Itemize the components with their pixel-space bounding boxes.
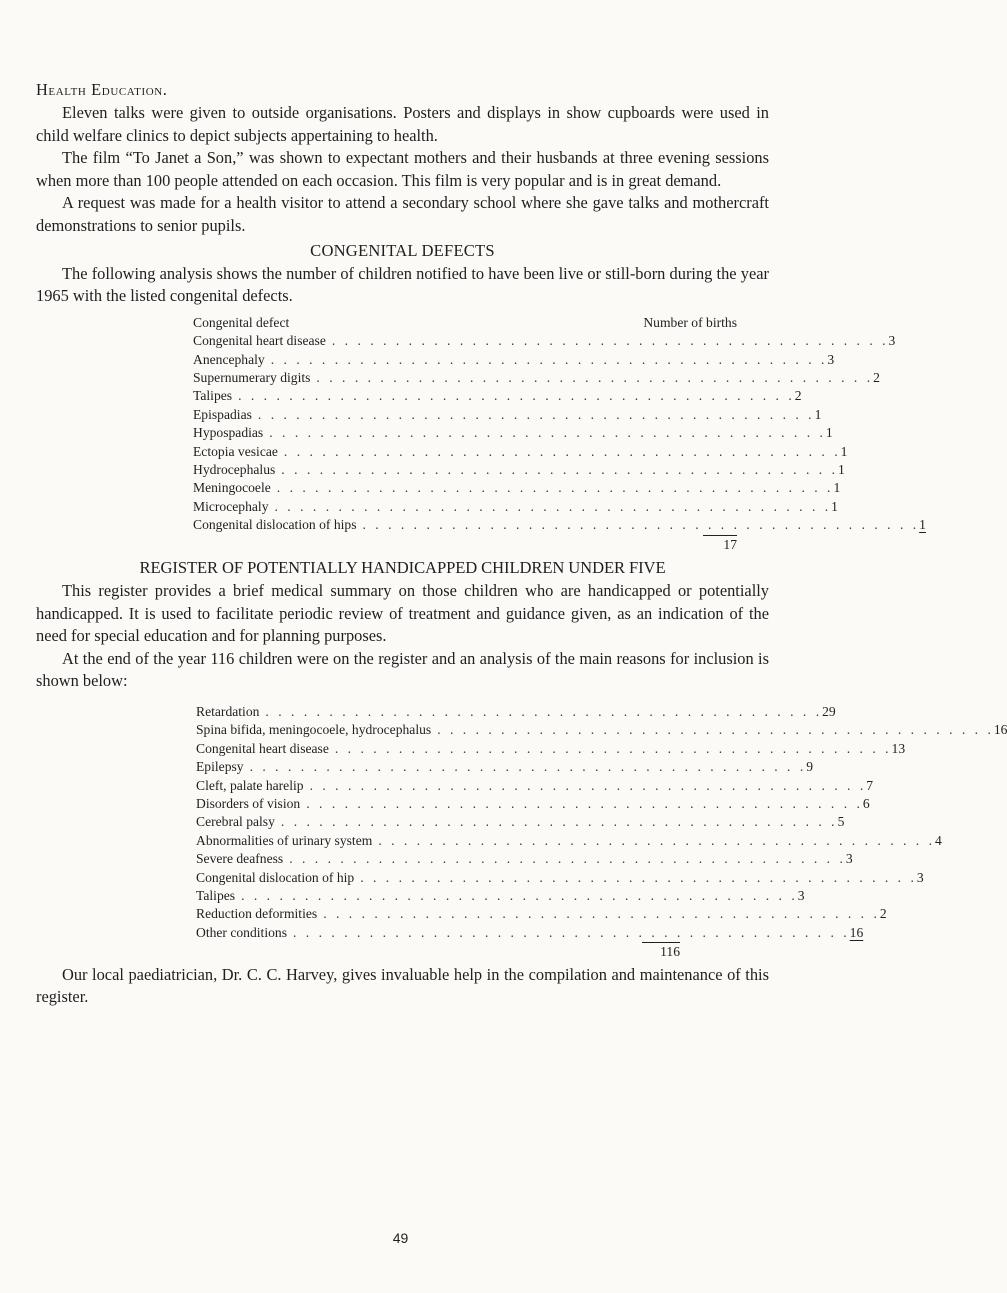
table-row (196, 850, 853, 868)
row-value: 7 (866, 777, 874, 793)
row-label: Disorders of vision (196, 796, 301, 812)
row-label: Spina bifida, meningocoele, hydrocephalus (196, 722, 432, 738)
congenital-defects-total: 17 (703, 535, 737, 554)
leader-dots: . . . . . . . . . . . . . . . . . . . . . . . . . . . . . . . . . . . . . . . . . . . . (257, 406, 815, 422)
table-row (196, 758, 814, 776)
row-value: 3 (916, 869, 924, 885)
row-value: 1 (837, 462, 845, 477)
leader-dots: . . . . . . . . . . . . . . . . . . . . . . . . . . . . . . . . . . . . . . . . . . . . (241, 888, 798, 904)
row-label: Hydrocephalus (193, 462, 276, 477)
congenital-defects-intro: The following analysis shows the number of children notified to have been live or still-born during the year 1965 with the listed congenital defects. (36, 263, 769, 306)
row-label: Talipes (196, 888, 236, 904)
table-row (196, 740, 906, 758)
row-value: 16 (993, 722, 1007, 738)
leader-dots: . . . . . . . . . . . . . . . . . . . . . . . . . . . . . . . . . . . . . . . . . . . . (289, 851, 846, 867)
row-value: 1 (919, 517, 926, 533)
leader-dots: . . . . . . . . . . . . . . . . . . . . . . . . . . . . . . . . . . . . . . . . . . . . (334, 740, 892, 756)
row-value: 5 (837, 814, 845, 830)
table-row (196, 777, 874, 795)
register-rows (196, 703, 1007, 942)
column-header-number: Number of births (643, 314, 737, 330)
table-row (196, 869, 924, 887)
leader-dots: . . . . . . . . . . . . . . . . . . . . . . . . . . . . . . . . . . . . . . . . . . . . (437, 722, 994, 738)
leader-dots: . . . . . . . . . . . . . . . . . . . . . . . . . . . . . . . . . . . . . . . . . . . . (280, 814, 838, 830)
row-label: Retardation (196, 704, 260, 719)
table-row (196, 721, 1007, 739)
congenital-defects-table (193, 314, 926, 554)
row-value: 13 (891, 740, 906, 756)
row-label: Congenital heart disease (196, 740, 329, 756)
row-value: 1 (833, 480, 841, 496)
table-row (193, 406, 822, 424)
table-row (196, 795, 870, 813)
row-label: Supernumerary digits (193, 369, 311, 385)
row-value: 2 (794, 388, 802, 404)
row-value: 1 (825, 425, 833, 441)
leader-dots: . . . . . . . . . . . . . . . . . . . . . . . . . . . . . . . . . . . . . . . . . . . . (331, 333, 889, 349)
table-row (193, 332, 896, 350)
health-education-paragraph-3: A request was made for a health visitor to attend a secondary school where she gave talks and mothercraft demonstrations to senior pupils. (36, 193, 769, 235)
row-label: Talipes (193, 388, 233, 404)
health-education-paragraph-2: The film “To Janet a Son,” was shown to expectant mothers and their husbands at three evening sessions when more than 100 people attended on each occasion. This film is very popular and is in great demand. (36, 148, 769, 190)
row-value: 4 (934, 832, 942, 848)
leader-dots: . . . . . . . . . . . . . . . . . . . . . . . . . . . . . . . . . . . . . . . . . . . . (323, 906, 880, 922)
leader-dots: . . . . . . . . . . . . . . . . . . . . . . . . . . . . . . . . . . . . . . . . . . . . (306, 796, 863, 812)
page-number: 49 (392, 1230, 409, 1246)
row-value: 3 (827, 351, 835, 367)
row-value: 3 (888, 333, 896, 349)
row-value: 6 (862, 796, 870, 812)
row-value: 16 (849, 924, 864, 940)
row-value: 1 (831, 498, 838, 514)
column-header-defect: Congenital defect (193, 314, 290, 330)
table-row (193, 351, 835, 369)
row-label: Epilepsy (196, 759, 244, 775)
table-row (193, 369, 880, 387)
leader-dots: . . . . . . . . . . . . . . . . . . . . . . . . . . . . . . . . . . . . . . . . . . . . (276, 480, 834, 496)
row-value: 29 (822, 704, 836, 719)
health-education-heading: Health Education. (36, 80, 168, 99)
document-page (36, 78, 1007, 1009)
table-row (196, 832, 942, 850)
row-value: 9 (806, 759, 814, 775)
leader-dots: . . . . . . . . . . . . . . . . . . . . . . . . . . . . . . . . . . . . . . . . . . . . (378, 832, 935, 848)
table-row (196, 703, 836, 721)
row-label: Abnormalities of urinary system (196, 832, 373, 848)
leader-dots: . . . . . . . . . . . . . . . . . . . . . . . . . . . . . . . . . . . . . . . . . . . . (293, 924, 850, 940)
row-value: 1 (814, 406, 822, 422)
row-label: Reduction deformities (196, 906, 318, 922)
leader-dots: . . . . . . . . . . . . . . . . . . . . . . . . . . . . . . . . . . . . . . . . . . . . (249, 759, 807, 775)
table-row (193, 387, 802, 405)
leader-dots: . . . . . . . . . . . . . . . . . . . . . . . . . . . . . . . . . . . . . . . . . . . . (360, 869, 917, 885)
register-closing-paragraph: Our local paediatrician, Dr. C. C. Harvey, gives invaluable help in the compilation and maintenance of this register. (36, 964, 769, 1007)
table-row (193, 516, 926, 534)
row-label: Cleft, palate harelip (196, 777, 304, 793)
row-label: Congenital heart disease (193, 333, 326, 349)
register-table (196, 703, 1007, 962)
row-label: Hypospadias (193, 425, 264, 441)
row-label: Ectopia vesicae (193, 443, 278, 459)
congenital-defects-heading: CONGENITAL DEFECTS (310, 240, 495, 260)
table-row (193, 424, 833, 442)
leader-dots: . . . . . . . . . . . . . . . . . . . . . . . . . . . . . . . . . . . . . . . . . . . . (281, 462, 838, 477)
table-row (193, 498, 838, 516)
congenital-defects-rows (193, 332, 926, 534)
table-row (193, 461, 845, 479)
leader-dots: . . . . . . . . . . . . . . . . . . . . . . . . . . . . . . . . . . . . . . . . . . . . (270, 351, 828, 367)
register-total-row (196, 942, 680, 961)
register-paragraph-2: At the end of the year 116 children were on the register and an analysis of the main reasons for inclusion is shown below: (36, 648, 769, 691)
row-label: Congenital dislocation of hip (196, 869, 355, 885)
table-row (196, 905, 887, 923)
row-label: Microcephaly (193, 498, 269, 514)
row-value: 3 (845, 851, 853, 867)
table-row (196, 813, 845, 831)
leader-dots: . . . . . . . . . . . . . . . . . . . . . . . . . . . . . . . . . . . . . . . . . . . . (238, 388, 795, 404)
table-row (196, 924, 864, 942)
row-label: Epispadias (193, 406, 252, 422)
leader-dots: . . . . . . . . . . . . . . . . . . . . . . . . . . . . . . . . . . . . . . . . . . . . (269, 425, 826, 441)
register-total: 116 (642, 942, 680, 961)
row-label: Cerebral palsy (196, 814, 275, 830)
row-label: Meningocoele (193, 480, 271, 496)
row-label: Severe deafness (196, 851, 284, 867)
leader-dots: . . . . . . . . . . . . . . . . . . . . . . . . . . . . . . . . . . . . . . . . . . . . (362, 517, 920, 533)
table-row (193, 443, 848, 461)
register-paragraph-1: This register provides a brief medical summary on those children who are handicapped or potentially handicapped. It is used to facilitate periodic review of treatment and guidance given, as an indication of the need for special education and for planning purposes. (36, 581, 769, 646)
leader-dots: . . . . . . . . . . . . . . . . . . . . . . . . . . . . . . . . . . . . . . . . . . . . (265, 704, 823, 719)
table-row (193, 479, 841, 497)
leader-dots: . . . . . . . . . . . . . . . . . . . . . . . . . . . . . . . . . . . . . . . . . . . . (274, 498, 832, 514)
row-value: 2 (879, 906, 887, 922)
leader-dots: . . . . . . . . . . . . . . . . . . . . . . . . . . . . . . . . . . . . . . . . . . . . (309, 777, 867, 793)
register-heading: REGISTER OF POTENTIALLY HANDICAPPED CHILDREN UNDER FIVE (139, 558, 666, 578)
congenital-defects-total-row (193, 535, 737, 554)
table-row (196, 887, 805, 905)
congenital-defects-table-header (193, 314, 737, 332)
row-label: Anencephaly (193, 351, 265, 367)
row-value: 1 (840, 443, 848, 459)
health-education-paragraph-1: Eleven talks were given to outside organisations. Posters and displays in show cupboards were used in child welfare clinics to depict subjects appertaining to health. (36, 103, 769, 145)
row-label: Other conditions (196, 924, 287, 940)
row-label: Congenital dislocation of hips (193, 517, 357, 533)
leader-dots: . . . . . . . . . . . . . . . . . . . . . . . . . . . . . . . . . . . . . . . . . . . . (283, 443, 841, 459)
leader-dots: . . . . . . . . . . . . . . . . . . . . . . . . . . . . . . . . . . . . . . . . . . . . (316, 369, 874, 385)
row-value: 2 (873, 369, 880, 385)
row-value: 3 (797, 888, 805, 904)
